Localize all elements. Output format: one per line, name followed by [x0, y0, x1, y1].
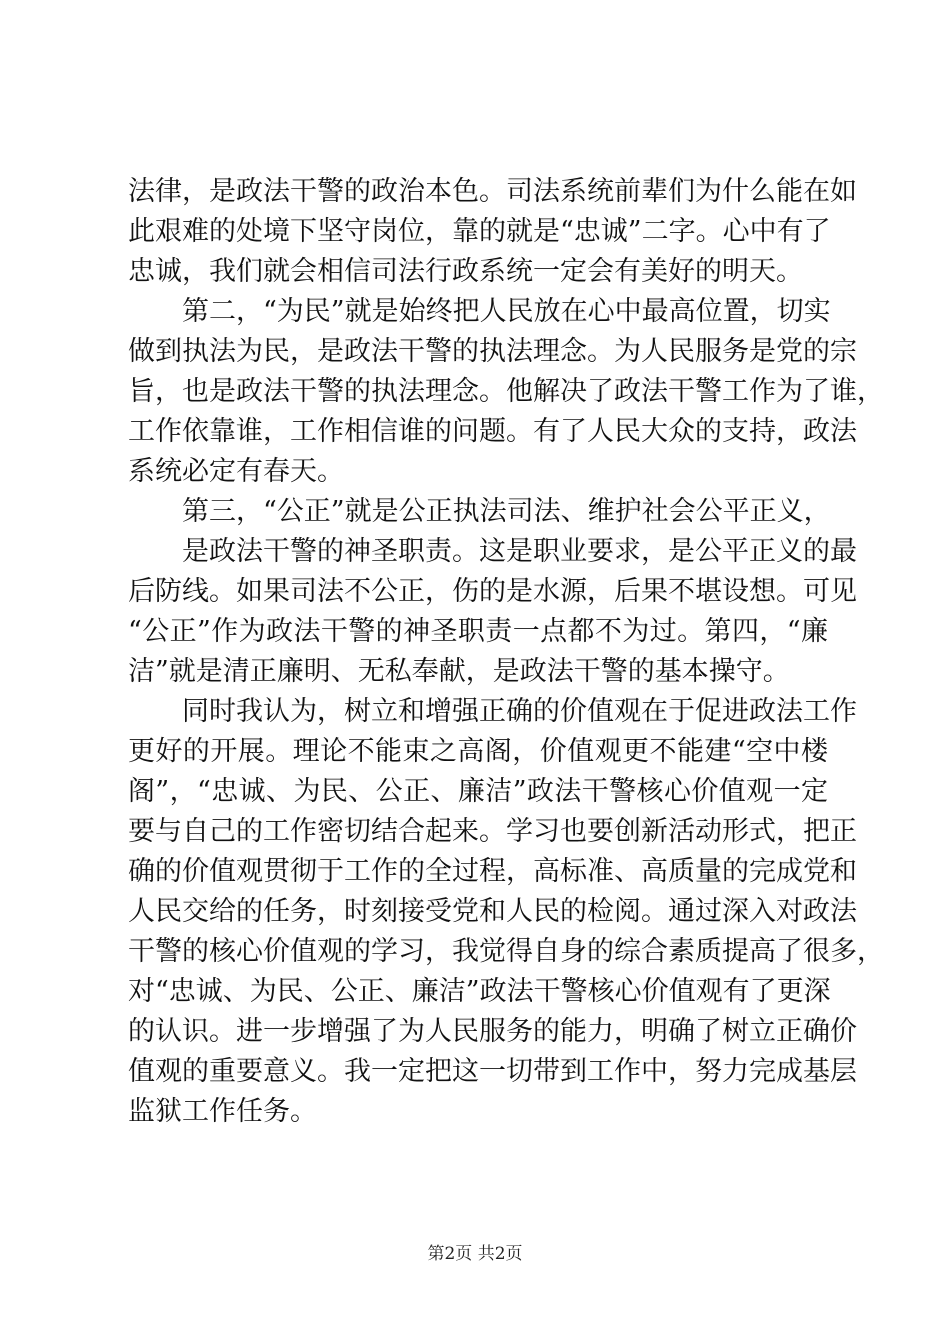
text-line: 人民交给的任务，时刻接受党和人民的检阅。通过深入对政法 — [128, 896, 857, 927]
text-line: 要与自己的工作密切结合起来。学习也要创新活动形式，把正 — [128, 816, 857, 847]
text-line: 同时我认为，树立和增强正确的价值观在于促进政法工作 — [128, 696, 857, 727]
text-line: 确的价值观贯彻于工作的全过程，高标准、高质量的完成党和 — [128, 856, 857, 887]
text-line: 做到执法为民，是政法干警的执法理念。为人民服务是党的宗 — [128, 336, 857, 367]
text-line: “公正”作为政法干警的神圣职责一点都不为过。第四，“廉 — [128, 616, 828, 647]
text-line: 工作依靠谁，工作相信谁的问题。有了人民大众的支持，政法 — [128, 416, 857, 447]
text-line: 对“忠诚、为民、公正、廉洁”政法干警核心价值观有了更深 — [128, 976, 831, 1007]
text-line: 是政法干警的神圣职责。这是职业要求，是公平正义的最 — [128, 536, 857, 567]
text-line: 此艰难的处境下坚守岗位，靠的就是“忠诚”二字。心中有了 — [128, 216, 831, 247]
text-line: 系统必定有春天。 — [128, 456, 344, 487]
text-line: 第二，“为民”就是始终把人民放在心中最高位置，切实 — [128, 296, 831, 327]
text-line: 监狱工作任务。 — [128, 1096, 317, 1127]
document-body — [128, 172, 884, 1132]
text-line: 干警的核心价值观的学习，我觉得自身的综合素质提高了很多， — [128, 936, 884, 967]
text-line: 第三，“公正”就是公正执法司法、维护社会公平正义， — [128, 496, 831, 527]
text-line: 法律，是政法干警的政治本色。司法系统前辈们为什么能在如 — [128, 176, 857, 207]
text-line: 更好的开展。理论不能束之高阁，价值观更不能建“空中楼 — [128, 736, 828, 767]
text-line: 洁”就是清正廉明、无私奉献，是政法干警的基本操守。 — [128, 656, 790, 687]
text-line: 旨，也是政法干警的执法理念。他解决了政法干警工作为了谁， — [128, 376, 884, 407]
text-line: 值观的重要意义。我一定把这一切带到工作中，努力完成基层 — [128, 1056, 857, 1087]
text-line: 后防线。如果司法不公正，伤的是水源，后果不堪设想。可见 — [128, 576, 857, 607]
text-line: 的认识。进一步增强了为人民服务的能力，明确了树立正确价 — [128, 1016, 857, 1047]
text-line: 忠诚，我们就会相信司法行政系统一定会有美好的明天。 — [128, 256, 803, 287]
page-number-footer: 第2页 共2页 — [427, 1244, 523, 1264]
text-line: 阁”，“忠诚、为民、公正、廉洁”政法干警核心价值观一定 — [128, 776, 828, 807]
